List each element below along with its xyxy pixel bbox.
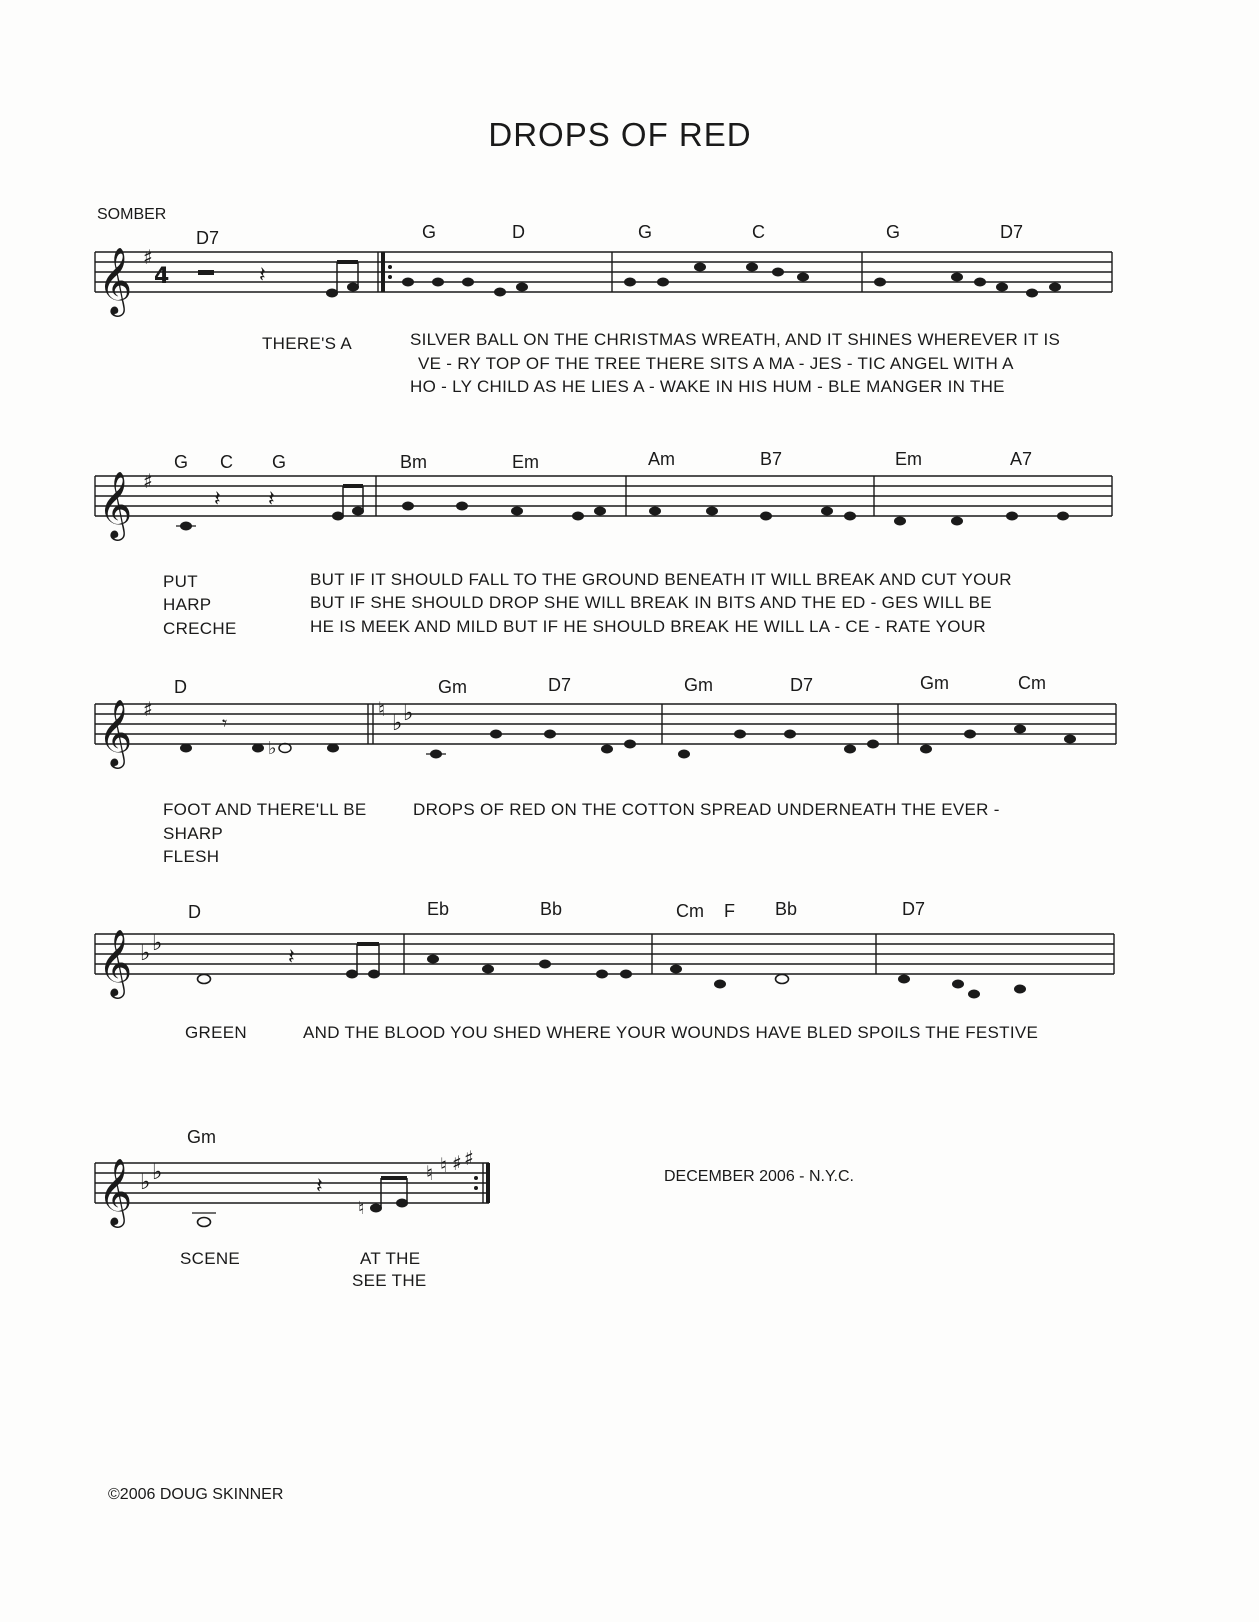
svg-text:𝄾: 𝄾 <box>222 711 228 735</box>
flat-icon: ♭ <box>392 711 403 736</box>
chord-symbol: G <box>272 452 287 472</box>
treble-clef-icon: 𝄞 <box>98 698 133 766</box>
lyric-pickup: THERE'S A <box>262 334 353 353</box>
chord-symbol: D7 <box>902 899 926 919</box>
lyric-pickup: FLESH <box>163 847 220 866</box>
copyright-notice: ©2006 DOUG SKINNER <box>108 1486 284 1503</box>
quarter-rest-icon: 𝄽 <box>214 487 221 512</box>
lyric-line-verse-2: SEE THE <box>352 1271 427 1290</box>
sharp-icon: ♯ <box>143 245 153 269</box>
lyric-line-verse-3: HO - LY CHILD AS HE LIES A - WAKE IN HIS HUM - BLE MANGER IN THE <box>410 377 1005 396</box>
chord-symbol: Bb <box>540 899 563 919</box>
lyric-line-verse-2: VE - RY TOP OF THE TREE THERE SITS A MA - JES - TIC ANGEL WITH A <box>418 354 1014 373</box>
flat-icon: ♭ <box>403 701 414 726</box>
chord-symbol: Gm <box>920 673 949 693</box>
chord-symbol: Em <box>895 449 922 469</box>
chord-symbol: C <box>752 222 765 242</box>
chord-symbol: G <box>422 222 437 242</box>
sharp-icon: ♯ <box>464 1146 474 1170</box>
lyric-pickup: SCENE <box>180 1249 241 1268</box>
chord-symbol: Gm <box>438 677 467 697</box>
lyric-pickup: GREEN <box>185 1023 247 1042</box>
chord-symbol: D7 <box>548 675 572 695</box>
chord-symbol: Eb <box>427 899 450 919</box>
natural-icon: ♮ <box>378 697 386 721</box>
chord-symbol: D <box>174 677 187 697</box>
quarter-rest-icon: 𝄽 <box>268 487 275 512</box>
sharp-icon: ♯ <box>143 697 153 721</box>
treble-clef-icon: 𝄞 <box>98 246 133 314</box>
lyric-pickup: FOOT AND THERE'LL BE <box>163 800 367 819</box>
natural-icon: ♮ <box>440 1153 448 1177</box>
date-note: DECEMBER 2006 - N.Y.C. <box>664 1168 854 1185</box>
quarter-rest-icon: 𝄽 <box>259 263 266 288</box>
chord-symbol: Bm <box>400 452 427 472</box>
chord-symbol: Gm <box>684 675 713 695</box>
flat-icon: ♭ <box>140 1170 151 1195</box>
lyric-line-chorus: AND THE BLOOD YOU SHED WHERE YOUR WOUNDS HAVE BLED SPOILS THE FESTIVE <box>303 1023 1039 1042</box>
lyric-pickup: PUT <box>163 572 198 591</box>
flat-icon: ♭ <box>152 931 163 956</box>
chord-symbol: D7 <box>1000 222 1024 242</box>
flat-icon: ♭ <box>152 1160 163 1185</box>
svg-text:𝄽: 𝄽 <box>316 1174 323 1199</box>
chord-symbol: B7 <box>760 449 783 469</box>
chord-symbol: Cm <box>676 901 704 921</box>
lyric-pickup: HARP <box>163 595 212 614</box>
svg-text:♭: ♭ <box>268 738 277 759</box>
notes-system-5 <box>192 1174 408 1227</box>
lyric-line-verse-1: AT THE <box>360 1249 421 1268</box>
chord-symbol: G <box>174 452 189 472</box>
chord-symbol: G <box>638 222 653 242</box>
treble-clef-icon: 𝄞 <box>98 928 133 996</box>
chord-symbol: G <box>886 222 901 242</box>
lyric-line-verse-1: BUT IF IT SHOULD FALL TO THE GROUND BENEATH IT WILL BREAK AND CUT YOUR <box>310 570 1012 589</box>
lyric-pickup: CRECHE <box>163 619 237 638</box>
svg-text:♮: ♮ <box>358 1198 365 1219</box>
treble-clef-icon: 𝄞 <box>98 1157 133 1225</box>
lyric-line-verse-1: SILVER BALL ON THE CHRISTMAS WREATH, AND IT SHINES WHEREVER IT IS <box>410 330 1061 349</box>
chord-symbol: Em <box>512 452 539 472</box>
chord-symbol: A7 <box>1010 449 1033 469</box>
chord-symbol: F <box>724 901 735 921</box>
song-title: DROPS OF RED <box>488 116 752 153</box>
chord-symbol: Cm <box>1018 673 1046 693</box>
chord-symbol: Gm <box>187 1127 216 1147</box>
tempo-marking: SOMBER <box>97 206 167 223</box>
chord-symbol: Am <box>648 449 675 469</box>
chord-symbol: C <box>220 452 233 472</box>
chord-symbol: Bb <box>775 899 798 919</box>
sharp-icon: ♯ <box>452 1151 462 1175</box>
chord-symbol: D7 <box>196 228 220 248</box>
treble-clef-icon: 𝄞 <box>98 470 133 538</box>
lyric-line-verse-3: HE IS MEEK AND MILD BUT IF HE SHOULD BREAK HE WILL LA - CE - RATE YOUR <box>310 617 986 636</box>
flat-icon: ♭ <box>140 941 151 966</box>
chord-symbol: D <box>188 902 201 922</box>
natural-icon: ♮ <box>426 1161 434 1185</box>
time-signature-icon: 4 <box>154 264 170 289</box>
sharp-icon: ♯ <box>143 469 153 493</box>
svg-text:𝄽: 𝄽 <box>288 945 295 970</box>
chord-symbol: D <box>512 222 525 242</box>
lyric-line-chorus: DROPS OF RED ON THE COTTON SPREAD UNDERNEATH THE EVER - <box>413 800 1000 819</box>
chord-symbol: D7 <box>790 675 814 695</box>
lyric-line-verse-2: BUT IF SHE SHOULD DROP SHE WILL BREAK IN BITS AND THE ED - GES WILL BE <box>310 593 992 612</box>
lyric-pickup: SHARP <box>163 824 224 843</box>
